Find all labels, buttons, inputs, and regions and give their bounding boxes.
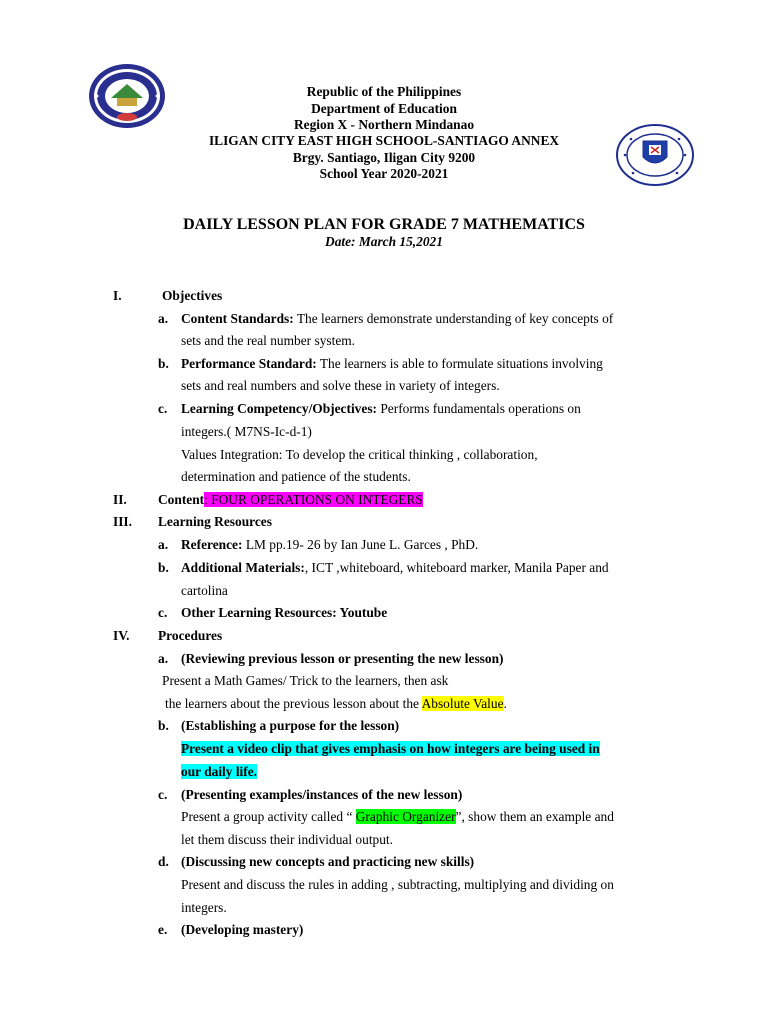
item-letter: c. <box>158 605 168 620</box>
performance-standard-label: Performance Standard: <box>181 356 317 371</box>
procedure-c-heading: (Presenting examples/instances of the new lesson) <box>181 787 463 802</box>
page-title: DAILY LESSON PLAN FOR GRADE 7 MATHEMATICS <box>183 216 585 233</box>
performance-standard-text: The learners is able to formulate situations involving <box>316 356 603 371</box>
procedure-c-text-cont: let them discuss their individual output. <box>181 832 393 847</box>
procedure-d-heading: (Discussing new concepts and practicing new skills) <box>181 854 475 869</box>
header-line-5: Brgy. Santiago, Iligan City 9200 <box>292 150 476 165</box>
item-letter: d. <box>158 854 169 869</box>
procedure-d-text-cont: integers. <box>181 900 227 915</box>
header-line-4: ILIGAN CITY EAST HIGH SCHOOL-SANTIAGO ANNEX <box>208 133 560 148</box>
learning-competency-cont: integers.( M7NS-Ic-d-1) <box>181 424 312 439</box>
learning-competency <box>181 400 581 417</box>
item-letter: b. <box>158 356 169 371</box>
item-letter: b. <box>158 718 169 733</box>
section-label-resources: Learning Resources <box>158 514 272 529</box>
section-number: I. <box>113 288 122 303</box>
learning-competency-label: Learning Competency/Objectives: <box>181 401 377 416</box>
values-integration-cont: determination and patience of the students. <box>181 469 411 484</box>
section-number: III. <box>113 514 132 529</box>
procedure-a-text-cont <box>165 695 507 712</box>
procedure-a-text: Present a Math Games/ Trick to the learners, then ask <box>162 673 449 688</box>
item-letter: a. <box>158 537 169 552</box>
procedure-b-highlight-1 <box>181 740 600 757</box>
video-clip-highlight: Present a video clip that gives emphasis on how integers are being used in <box>181 741 600 756</box>
additional-materials-label: Additional Materials: <box>181 560 305 575</box>
other-resources: Other Learning Resources: Youtube <box>181 605 388 620</box>
performance-standard-cont: sets and real numbers and solve these in variety of integers. <box>181 378 500 393</box>
reference <box>181 536 478 553</box>
procedure-a-heading: (Reviewing previous lesson or presenting the new lesson) <box>181 651 504 666</box>
content-highlight: : FOUR OPERATIONS ON INTEGERS <box>204 492 423 507</box>
procedure-c-text <box>181 808 614 825</box>
procedure-b-highlight-2 <box>181 763 257 780</box>
graphic-organizer-highlight: Graphic Organizer <box>355 809 456 824</box>
content-line <box>158 491 423 508</box>
period: . <box>503 696 507 711</box>
reference-text: LM pp.19- 26 by Ian June L. Garces , PhD. <box>242 537 479 552</box>
learning-competency-text: Performs fundamentals operations on <box>377 401 581 416</box>
section-number: IV. <box>113 628 130 643</box>
additional-materials-cont: cartolina <box>181 583 228 598</box>
section-label-content: Content <box>158 492 205 507</box>
video-clip-highlight-cont: our daily life. <box>181 764 258 779</box>
values-integration: Values Integration: To develop the critical thinking , collaboration, <box>181 447 538 462</box>
content-standards-label: Content Standards: <box>181 311 294 326</box>
section-number: II. <box>113 492 127 507</box>
header-line-1: Republic of the Philippines <box>306 84 462 99</box>
lesson-date: Date: March 15,2021 <box>325 234 443 249</box>
header-line-6: School Year 2020-2021 <box>319 166 449 181</box>
procedure-d-text: Present and discuss the rules in adding , subtracting, multiplying and dividing on <box>181 877 614 892</box>
item-letter: c. <box>158 401 168 416</box>
procedure-c-text-a: Present a group activity called “ <box>181 809 356 824</box>
procedure-c-text-b: ”, show them an example and <box>455 809 614 824</box>
performance-standard <box>181 355 603 372</box>
content-standards-text: The learners demonstrate understanding of key concepts of <box>293 311 614 326</box>
item-letter: e. <box>158 922 168 937</box>
section-label-objectives: Objectives <box>162 288 223 303</box>
additional-materials-text: , ICT ,whiteboard, whiteboard marker, Manila Paper and <box>304 560 609 575</box>
item-letter: a. <box>158 311 169 326</box>
procedure-a-text2: the learners about the previous lesson about the <box>165 696 422 711</box>
header-line-3: Region X - Northern Mindanao <box>293 117 475 132</box>
item-letter: a. <box>158 651 169 666</box>
content-standards-cont: sets and the real number system. <box>181 333 356 348</box>
content-standards <box>181 310 613 327</box>
procedure-e-heading: (Developing mastery) <box>181 922 304 937</box>
section-label-procedures: Procedures <box>158 628 223 643</box>
header-line-2: Department of Education <box>311 101 457 116</box>
procedure-b-heading: (Establishing a purpose for the lesson) <box>181 718 400 733</box>
item-letter: c. <box>158 787 168 802</box>
additional-materials <box>181 559 609 576</box>
absolute-value-highlight: Absolute Value <box>421 696 504 711</box>
reference-label: Reference: <box>181 537 243 552</box>
item-letter: b. <box>158 560 169 575</box>
